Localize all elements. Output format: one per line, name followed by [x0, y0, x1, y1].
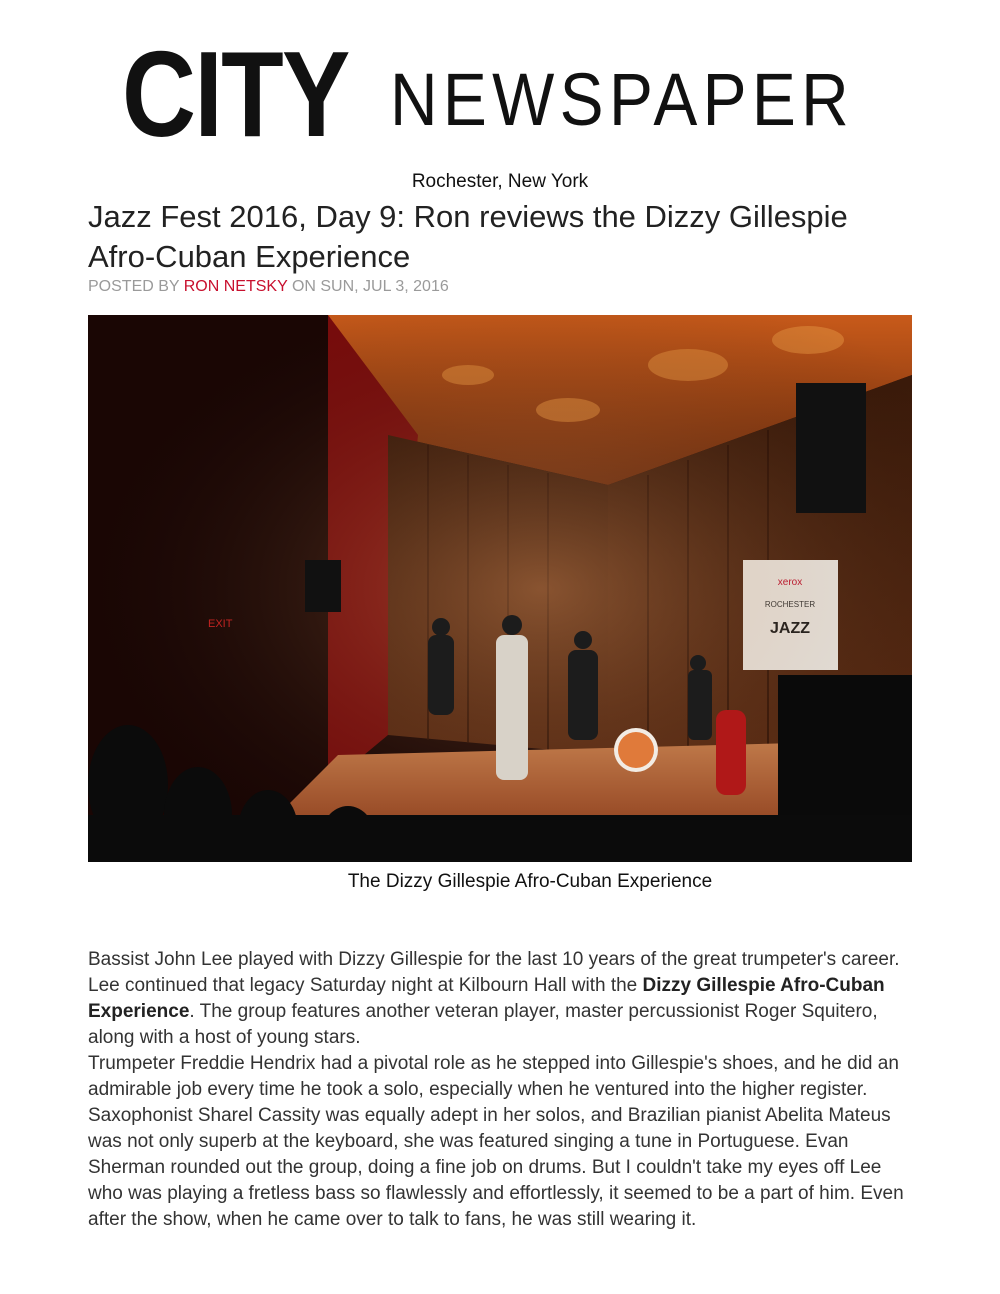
guitarist	[568, 650, 598, 740]
saxophonist	[428, 635, 454, 715]
speaker-right	[796, 383, 866, 513]
body-paragraph-2: Trumpeter Freddie Hendrix had a pivotal role as he stepped into Gillespie's shoes, and he did an admirable job every time he took a solo, especially when he ventured into the higher register. Saxophonist Sharel Cassity was equally adept in her solos, and Brazilian pianist Abelita Mateus was not only superb at the keyboard, she was featured singing a tune in Portuguese. Evan Sherman rounded out the group, doing a fine job on drums. But I couldn't take my eyes off Lee who was playing a fretless bass so flawlessly and effortlessly, it seemed to be a part of him. Even after the show, when he came over to talk to fans, he was still wearing it.	[88, 1053, 904, 1230]
conga-drum	[716, 710, 746, 795]
byline-date: ON SUN, JUL 3, 2016	[291, 278, 449, 295]
byline	[88, 277, 449, 297]
photo-caption: The Dizzy Gillespie Afro-Cuban Experience	[347, 871, 713, 892]
piano-monitor-right	[778, 675, 912, 825]
dateline-location: Rochester, New York	[411, 171, 589, 192]
byline-prefix: POSTED BY	[88, 278, 180, 295]
concert-photo	[88, 315, 912, 862]
drummer	[688, 670, 712, 740]
article-headline: Jazz Fest 2016, Day 9: Ron reviews the Dizzy Gillespie Afro-Cuban Experience	[88, 199, 848, 274]
trumpeter	[496, 635, 528, 780]
paragraph-1-text-a: Bassist John Lee played with Dizzy Gillespie for the last 10 years of the great trumpeter's career. Lee continued that legacy Saturday night at Kilbourn Hall with the	[88, 949, 900, 996]
article-body	[88, 947, 918, 1233]
masthead-city: CITY	[122, 26, 349, 162]
band-name-bold: Dizzy Gillespie Afro-Cuban Experience	[88, 975, 885, 1022]
author-link[interactable]: RON NETSKY	[183, 278, 288, 295]
speaker-left	[305, 560, 341, 612]
paragraph-1-text-b: . The group features another veteran player, master percussionist Roger Squitero, along with a host of young stars.	[88, 1001, 878, 1048]
body-paragraph-1	[88, 947, 918, 1051]
masthead[interactable]	[0, 26, 1000, 162]
masthead-newspaper: NEWSPAPER	[390, 58, 855, 141]
